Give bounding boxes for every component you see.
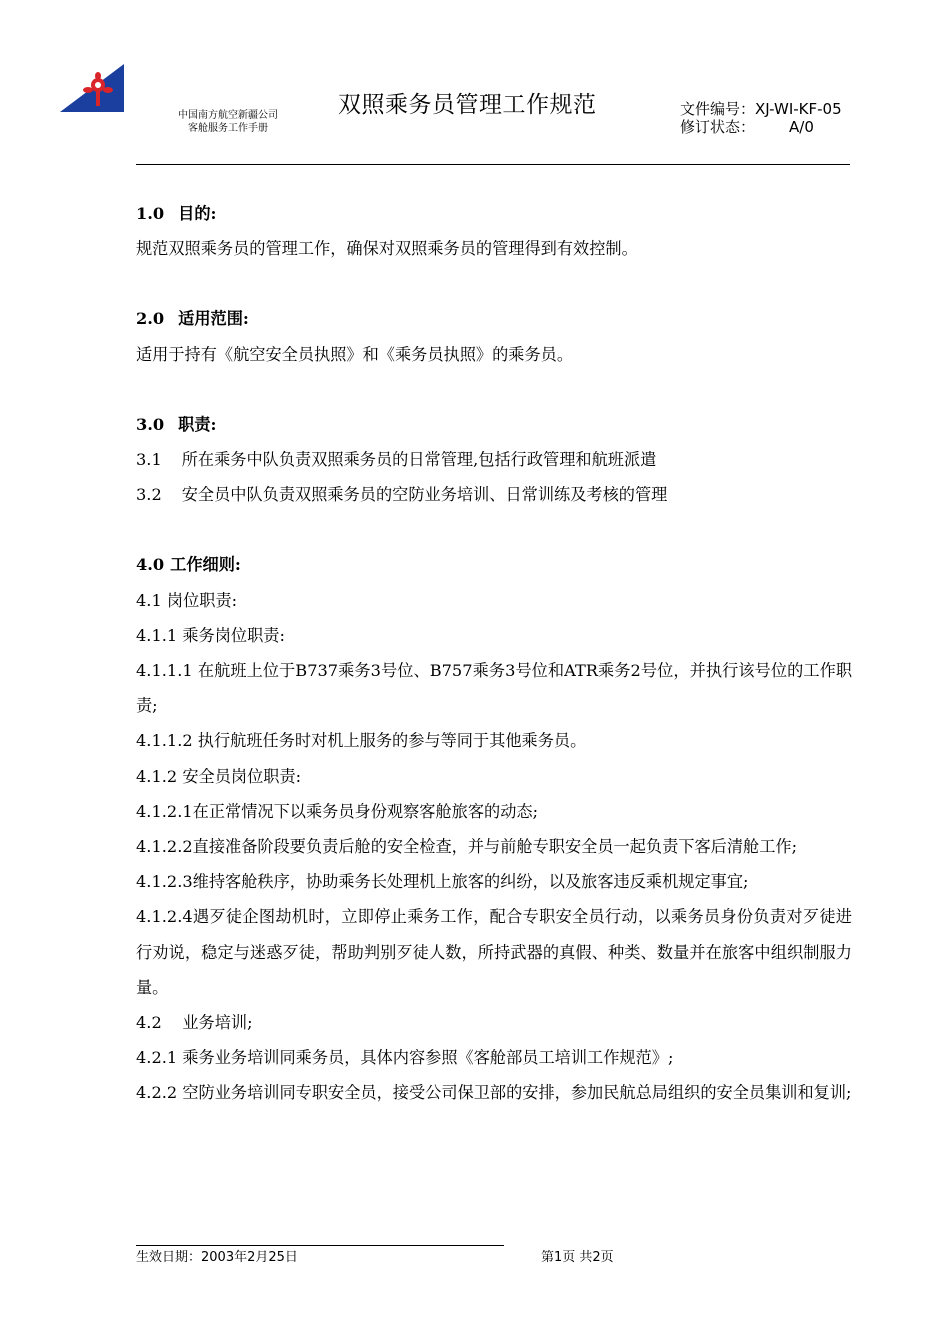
doc-number-row (680, 100, 842, 118)
revision-label: 修订状态： (680, 118, 756, 136)
page-info: 第1页 共2页 (541, 1250, 614, 1265)
organization-name (150, 109, 306, 135)
spacer (136, 512, 852, 547)
revision-row (680, 118, 842, 136)
list-item: 4.1 岗位职责: (136, 590, 238, 610)
item-text: 所在乘务中队负责双照乘务员的日常管理,包括行政管理和航班派遣 (181, 450, 657, 470)
section-number: 3.0 (136, 414, 165, 434)
doc-number-label: 文件编号： (680, 100, 756, 118)
section-heading-scope (136, 301, 852, 336)
list-item: 4.1.2.2直接准备阶段要负责后舱的安全检查，并与前舱专职安全员一起负责下客后清舱工作; (136, 837, 798, 857)
document-body (136, 196, 852, 1111)
section-title: 工作细则: (170, 555, 241, 575)
section-number: 4.0 (136, 555, 165, 575)
spacer (136, 266, 852, 301)
org-line-1: 中国南方航空新疆公司 (178, 110, 278, 121)
section-heading-purpose (136, 196, 852, 231)
section-heading-work-rules (136, 547, 852, 582)
doc-number-value: XJ-WI-KF-05 (755, 100, 842, 118)
list-item: 4.2 业务培训; (136, 1013, 253, 1033)
document-meta (680, 100, 842, 136)
list-item: 4.1.1.2 执行航班任务时对机上服务的参与等同于其他乘务员。 (136, 731, 587, 751)
section-title: 职责: (178, 414, 217, 434)
list-item (136, 442, 852, 477)
section-body-scope: 适用于持有《航空安全员执照》和《乘务员执照》的乘务员。 (136, 344, 574, 364)
list-item (136, 477, 852, 512)
section-number: 2.0 (136, 309, 165, 329)
spacer (136, 372, 852, 407)
list-item: 4.1.1.1 在航班上位于B737乘务3号位、B757乘务3号位和ATR乘务2号位，并执行该号位的工作职责; (136, 661, 852, 716)
item-text: 安全员中队负责双照乘务员的空防业务培训、日常训练及考核的管理 (181, 485, 668, 505)
effective-date: 生效日期：2003年2月25日 (136, 1250, 298, 1265)
list-item: 4.1.1 乘务岗位职责: (136, 625, 285, 645)
item-number: 3.2 (136, 485, 162, 505)
list-item: 4.2.1 乘务业务培训同乘务员，具体内容参照《客舱部员工培训工作规范》; (136, 1048, 674, 1068)
section-body-purpose: 规范双照乘务员的管理工作，确保对双照乘务员的管理得到有效控制。 (136, 239, 638, 259)
section-title: 适用范围: (178, 309, 249, 329)
list-item: 4.1.2.4遇歹徒企图劫机时，立即停止乘务工作，配合专职安全员行动，以乘务员身份负责对歹徒进行劝说，稳定与迷惑歹徒，帮助判别歹徒人数，所持武器的真假、种类、数量并在旅客中组织制服力量。 (136, 907, 852, 997)
company-logo (58, 62, 126, 114)
list-item: 4.1.2.1在正常情况下以乘务员身份观察客舱旅客的动态; (136, 801, 539, 821)
list-item: 4.1.2.3维持客舱秩序，协助乘务长处理机上旅客的纠纷，以及旅客违反乘机规定事宜; (136, 872, 749, 892)
document-title: 双照乘务员管理工作规范 (338, 92, 597, 118)
org-line-2: 客舱服务工作手册 (188, 123, 268, 134)
section-heading-responsibilities (136, 407, 852, 442)
section-number: 1.0 (136, 204, 165, 223)
header-divider (136, 164, 850, 165)
section-title: 目的: (178, 204, 217, 223)
item-number: 3.1 (136, 450, 162, 470)
list-item: 4.1.2 安全员岗位职责: (136, 766, 302, 786)
revision-value: A/0 (789, 118, 814, 136)
list-item: 4.2.2 空防业务培训同专职安全员，接受公司保卫部的安排，参加民航总局组织的安全员集训和复训; (136, 1083, 852, 1103)
